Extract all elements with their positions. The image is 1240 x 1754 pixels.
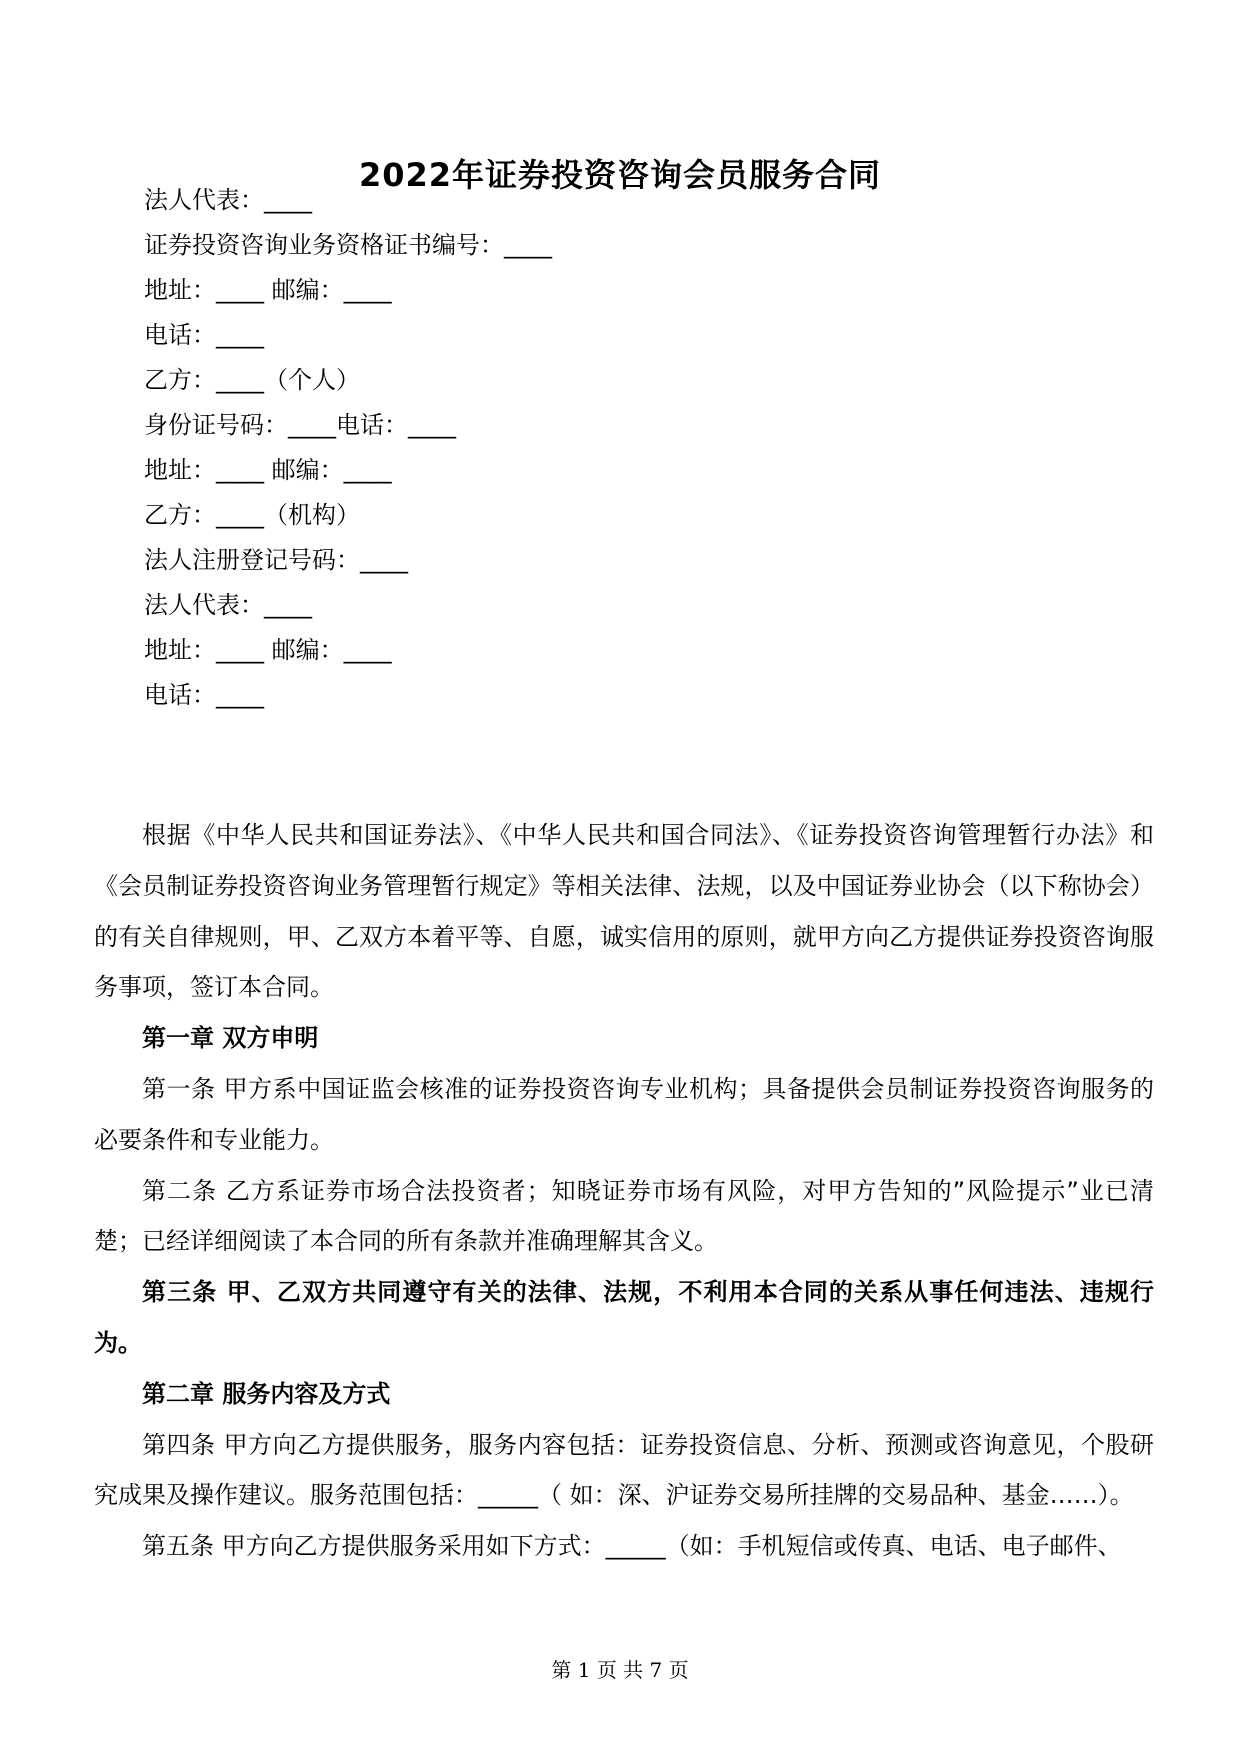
- article-paragraph: 第一条 甲方系中国证监会核准的证券投资咨询专业机构；具备提供会员制证券投资咨询服务的必要条件和专业能力。: [94, 1074, 1154, 1154]
- field-legal-rep: 法人代表：____: [144, 186, 312, 214]
- field-legal-rep: 法人代表：____: [144, 591, 312, 619]
- article-paragraph-bold: 第三条 甲、乙双方共同遵守有关的法律、法规，不利用本合同的关系从事任何违法、违规行为。: [94, 1278, 1154, 1357]
- field-address-postcode: 地址：____ 邮编：____: [144, 636, 392, 664]
- field-registration-number: 法人注册登记号码：____: [144, 546, 408, 574]
- field-id-number-phone: 身份证号码：____电话：____: [144, 411, 456, 439]
- article-paragraph: 第二条 乙方系证券市场合法投资者；知晓证券市场有风险，对甲方告知的”风险提示”业已清楚；已经详细阅读了本合同的所有条款并准确理解其含义。: [94, 1176, 1154, 1256]
- field-address-postcode: 地址：____ 邮编：____: [144, 276, 392, 304]
- field-party-b-individual: 乙方：____（个人）: [144, 366, 360, 394]
- document-title: 2022年证券投资咨询会员服务合同: [358, 156, 882, 194]
- chapter-heading: 第一章 双方申明: [142, 1024, 319, 1053]
- contract-body: [94, 810, 1154, 1572]
- field-license-number: 证券投资咨询业务资格证书编号：____: [144, 231, 552, 259]
- field-party-b-institution: 乙方：____（机构）: [144, 501, 360, 529]
- field-phone: 电话：____: [144, 321, 264, 349]
- article-paragraph: 第四条 甲方向乙方提供服务，服务内容包括：证券投资信息、分析、预测或咨询意见，个股研究成果及操作建议。服务范围包括：_____（ 如：深、沪证券交易所挂牌的交易品种、基金……）。: [94, 1430, 1154, 1510]
- chapter-heading: 第二章 服务内容及方式: [142, 1379, 391, 1408]
- field-phone: 电话：____: [144, 681, 264, 709]
- field-address-postcode: 地址：____ 邮编：____: [144, 456, 392, 484]
- page-number: 第 1 页 共 7 页: [551, 1658, 689, 1682]
- article-paragraph: 第五条 甲方向乙方提供服务采用如下方式：_____（如：手机短信或传真、电话、电子邮件、: [142, 1532, 1122, 1561]
- preamble-paragraph: 根据《中华人民共和国证券法》、《中华人民共和国合同法》、《证券投资咨询管理暂行办法》和《会员制证券投资咨询业务管理暂行规定》等相关法律、法规，以及中国证券业协会（以下称协会）的有关自律规则，甲、乙双方本着平等、自愿，诚实信用的原则，就甲方向乙方提供证券投资咨询服务事项，签订本合同。: [94, 821, 1154, 1002]
